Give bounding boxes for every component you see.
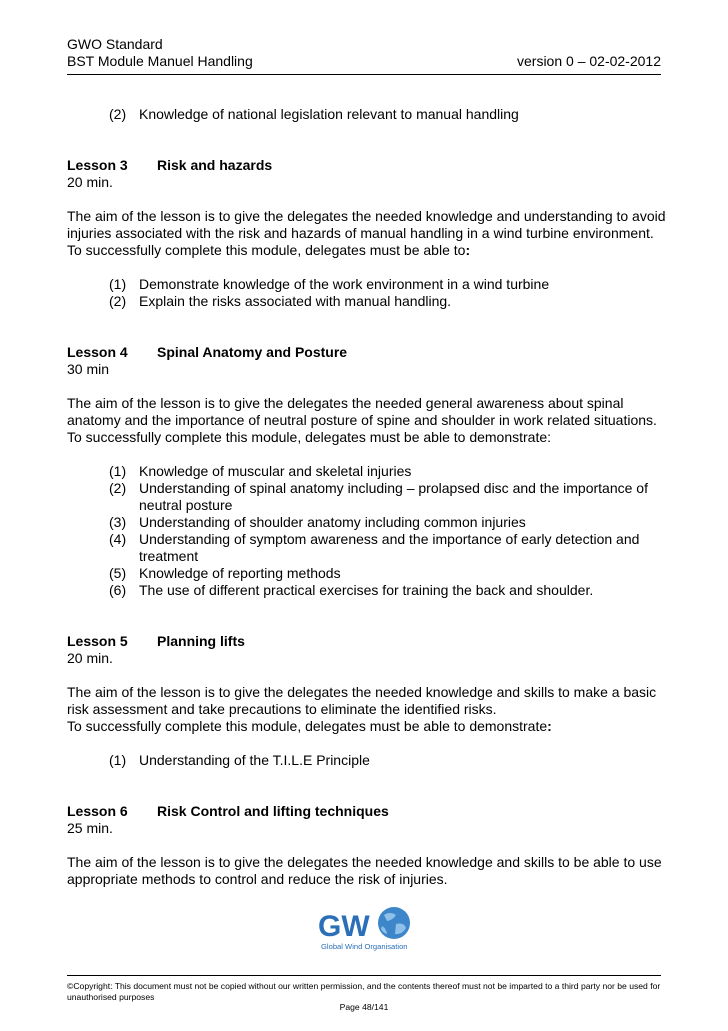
lesson-number: Lesson 4 (67, 344, 128, 360)
list-item (67, 514, 667, 531)
list-text: Understanding of shoulder anatomy including common injuries (139, 514, 526, 530)
lesson-title: Risk Control and lifting techniques (157, 803, 389, 819)
lesson-title: Planning lifts (157, 633, 245, 649)
header-version: version 0 – 02-02-2012 (517, 53, 661, 69)
list-text: Knowledge of national legislation relevant to manual handling (139, 106, 519, 122)
lesson-heading (67, 157, 667, 174)
lesson-aim: The aim of the lesson is to give the delegates the needed knowledge and skills to make a basic risk assessment and take precautions to eliminate the identified risks. (67, 684, 657, 717)
page-content (67, 106, 667, 888)
header-divider (67, 74, 661, 75)
list-item (67, 582, 667, 599)
list-text: The use of different practical exercises for training the back and shoulder. (139, 582, 594, 598)
intro-list-item (67, 106, 667, 123)
list-text: Understanding of symptom awareness and the importance of early detection and treatment (139, 531, 640, 564)
list-number: (2) (109, 106, 127, 122)
lesson-lead: To successfully complete this module, delegates must be able to demonstrate: (67, 718, 552, 734)
lesson-lead: To successfully complete this module, delegates must be able to: (67, 242, 471, 258)
lesson-aim: The aim of the lesson is to give the delegates the needed general awareness about spinal anatomy and the importance of neutral posture of spine and shoulder in work related situations. (67, 395, 657, 428)
list-text: Knowledge of muscular and skeletal injuries (139, 463, 412, 479)
header-module: BST Module Manuel Handling (67, 53, 253, 69)
lesson-duration: 25 min. (67, 820, 113, 836)
lesson-duration: 30 min (67, 361, 110, 377)
logo-subtitle: Global Wind Organisation (321, 942, 408, 951)
footer-copyright: ©Copyright: This document must not be copied without our written permission, and the contents thereof must not be imparted to a third party nor be used for unauthorised purposes (67, 981, 661, 1002)
lesson-lead: To successfully complete this module, delegates must be able to demonstrate: (67, 429, 552, 445)
list-item (67, 752, 667, 769)
list-number: (2) (109, 480, 127, 496)
page-number: Page 48/141 (339, 1002, 389, 1012)
lesson-heading (67, 633, 667, 650)
list-text: Understanding of the T.I.L.E Principle (139, 752, 370, 768)
lesson-number: Lesson 3 (67, 157, 128, 173)
lesson-duration: 20 min. (67, 174, 113, 190)
lesson-number: Lesson 6 (67, 803, 128, 819)
lesson-duration: 20 min. (67, 650, 113, 666)
list-number: (1) (109, 276, 127, 292)
gwo-logo (318, 906, 412, 952)
lesson-aim: The aim of the lesson is to give the delegates the needed knowledge and skills to be able to use appropriate methods to control and reduce the risk of injuries. (67, 854, 662, 887)
list-text: Demonstrate knowledge of the work environment in a wind turbine (139, 276, 550, 292)
list-item (67, 480, 667, 514)
list-number: (2) (109, 293, 127, 309)
list-number: (1) (109, 463, 127, 479)
list-number: (1) (109, 752, 127, 768)
list-text: Understanding of spinal anatomy including – prolapsed disc and the importance of neutral posture (139, 480, 648, 513)
list-item (67, 293, 667, 310)
list-item (67, 565, 667, 582)
header-standard: GWO Standard (67, 36, 163, 52)
lesson-heading (67, 803, 667, 820)
list-item (67, 531, 667, 565)
list-text: Knowledge of reporting methods (139, 565, 341, 581)
footer-divider (67, 975, 661, 976)
lesson-number: Lesson 5 (67, 633, 128, 649)
list-number: (4) (109, 531, 127, 547)
lesson-title: Spinal Anatomy and Posture (157, 344, 348, 360)
lesson-title: Risk and hazards (157, 157, 273, 173)
list-number: (3) (109, 514, 127, 530)
list-number: (5) (109, 565, 127, 581)
list-item (67, 463, 667, 480)
list-item (67, 276, 667, 293)
logo-mark-text: GW (318, 910, 370, 943)
lesson-aim: The aim of the lesson is to give the delegates the needed knowledge and understanding to avoid injuries associated with the risk and hazards of manual handling in a wind turbine environment. (67, 208, 666, 241)
list-number: (6) (109, 582, 127, 598)
page-header (67, 36, 661, 70)
list-text: Explain the risks associated with manual handling. (139, 293, 452, 309)
lesson-heading (67, 344, 667, 361)
globe-icon (378, 907, 410, 939)
